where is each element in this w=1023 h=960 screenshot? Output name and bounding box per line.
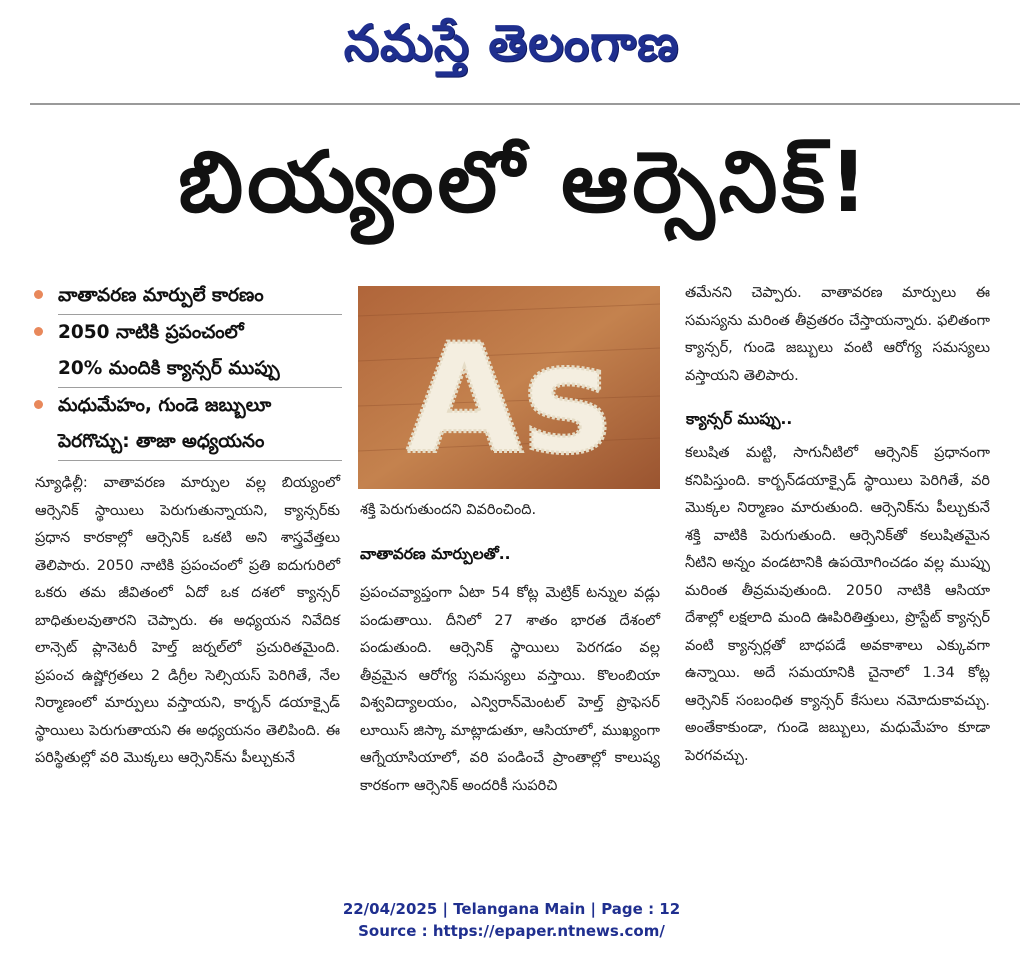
- headline: బియ్యంలో ఆర్సెనిక్‌!: [178, 133, 872, 231]
- bullet-line: 2050 నాటికి ప్రపంచంలో: [58, 322, 244, 343]
- masthead-logo: నమస్తే తెలంగాణ: [343, 13, 680, 72]
- bullet-item: [28, 388, 342, 461]
- masthead-rule: [30, 103, 1020, 105]
- footer: [0, 898, 1023, 942]
- bullet-line: వాతావరణ మార్పులే కారణం: [58, 278, 342, 315]
- bullet-dot-icon: [34, 290, 43, 299]
- bullet-dot-icon: [34, 400, 43, 409]
- footer-source: Source : https://epaper.ntnews.com/: [358, 922, 665, 940]
- bullet-item: [28, 278, 342, 315]
- bullet-item: [28, 315, 342, 388]
- column-2-text: ప్రపంచవ్యాప్తంగా ఏటా 54 కోట్ల మెట్రిక్‌ టన్నుల వడ్లు పండుతాయి. దీనిలో 27 శాతం భారత దేశంలో పండుతుంది. ఆర్సెనిక్‌ స్థాయిలు పెరగడం వల్ల తీవ్రమైన ఆరోగ్య సమస్యలు వస్తాయి. కొలంబియా విశ్వవిద్యాలయం, ఎన్విరాన్‌మెంటల్‌ హెల్త్‌ ప్రొఫెసర్‌ లూయిస్‌ జిస్కా మాట్లాడుతూ, ఆసియాలో, ముఖ్యంగా ఆగ్నేయాసియాలో, వరి పండించే ప్రాంతాల్లో కాలుష్య కారకంగా ఆర్సెనిక్‌ అందరికీ సుపరిచి: [360, 585, 660, 794]
- subhead-climate: వాతావరణ మార్పులతో..: [360, 545, 511, 563]
- subhead-cancer-risk: క్యాన్సర్‌ ముప్పు..: [686, 410, 793, 428]
- rice-photo-image: [358, 286, 660, 489]
- bullet-line: 20% మందికి క్యాన్సర్‌ ముప్పు: [58, 351, 342, 388]
- bullet-dot-icon: [34, 327, 43, 336]
- article-column-1: [35, 470, 340, 773]
- bullet-line: పెరగొచ్చు: తాజా అధ్యయనం: [58, 424, 342, 461]
- masthead: [0, 4, 1023, 84]
- article-column-3-body: [685, 440, 990, 770]
- column-3-text: కలుషిత మట్టి, సాగునీటిలో ఆర్సెనిక్‌ ప్రధానంగా కనిపిస్తుంది. కార్బన్‌డయాక్సైడ్‌ స్థాయిలు పెరిగితే, వరి మొక్కల నిర్మాణం మారుతుంది. ఆర్సెనిక్‌ను పీల్చుకునే శక్తి వాటికి పెరుగుతుంది. ఆర్సెనిక్‌తో కలుషితమైన నీటిని అన్నం వండటానికి ఉపయోగించడం వల్ల ముప్పు మరింత తీవ్రమవుతుంది. 2050 నాటికి ఆసియా దేశాల్లో లక్షలాది మంది ఊపిరితిత్తులు, ప్రొస్టేట్‌ క్యాన్సర్‌ వంటి క్యాన్సర్లతో బాధపడే అవకాశాలు ఎక్కువగా ఉన్నాయి. అదే సమయానికి చైనాలో 1.34 కోట్ల ఆర్సెనిక్‌ సంబంధిత క్యాన్సర్‌ కేసులు నమోదుకావచ్చు. అంతేకాకుండా, గుండె జబ్బులు, మధుమేహం కూడా పెరగవచ్చు.: [685, 445, 990, 764]
- article-column-3: [685, 280, 990, 390]
- footer-date-page: 22/04/2025 | Telangana Main | Page : 12: [342, 900, 681, 918]
- photo-caption: శక్తి పెరుగుతుందని వివరించింది.: [360, 502, 537, 518]
- bullet-list: [28, 278, 342, 461]
- rice-arsenic-photo: [358, 286, 660, 489]
- rice-letters: As: [406, 313, 612, 487]
- column-3-top-text: తమేనని చెప్పారు. వాతావరణ మార్పులు ఈ సమస్యను మరింత తీవ్రతరం చేస్తాయన్నారు. ఫలితంగా క్యాన్సర్‌, గుండె జబ్బులు వంటి ఆరోగ్య సమస్యలు వస్తాయని తెలిపారు.: [685, 285, 990, 384]
- bullet-line: మధుమేహం, గుండె జబ్బులూ: [58, 395, 272, 416]
- article-column-2: [360, 580, 660, 800]
- column-1-text: న్యూఢిల్లీ: వాతావరణ మార్పుల వల్ల బియ్యంలో ఆర్సెనిక్‌ స్థాయిలు పెరుగుతున్నాయని, క్యాన్సర్‌కు ప్రధాన కారకాల్లో ఆర్సెనిక్‌ ఒకటి అని శాస్త్రవేత్తలు తెలిపారు. 2050 నాటికి ప్రపంచంలో ప్రతి ఐదుగురిలో ఒకరు తమ జీవితంలో ఏదో ఒక దశలో క్యాన్సర్‌ బాధితులవుతారని చెప్పారు. ఈ అధ్యయన నివేదిక లాన్సెట్‌ ప్లానెటరీ హెల్త్‌ జర్నల్‌లో ప్రచురితమైంది. ప్రపంచ ఉష్ణోగ్రతలు 2 డిగ్రీల సెల్సియస్‌ పెరిగితే, నేల నిర్మాణంలో మార్పులు వస్తాయని, కార్బన్‌ డయాక్సైడ్‌ స్థాయిలు పెరుగుతాయని ఈ అధ్యయనం తెలిపింది. ఈ పరిస్థితుల్లో వరి మొక్కలు ఆర్సెనిక్‌ను పీల్చుకునే: [35, 475, 340, 766]
